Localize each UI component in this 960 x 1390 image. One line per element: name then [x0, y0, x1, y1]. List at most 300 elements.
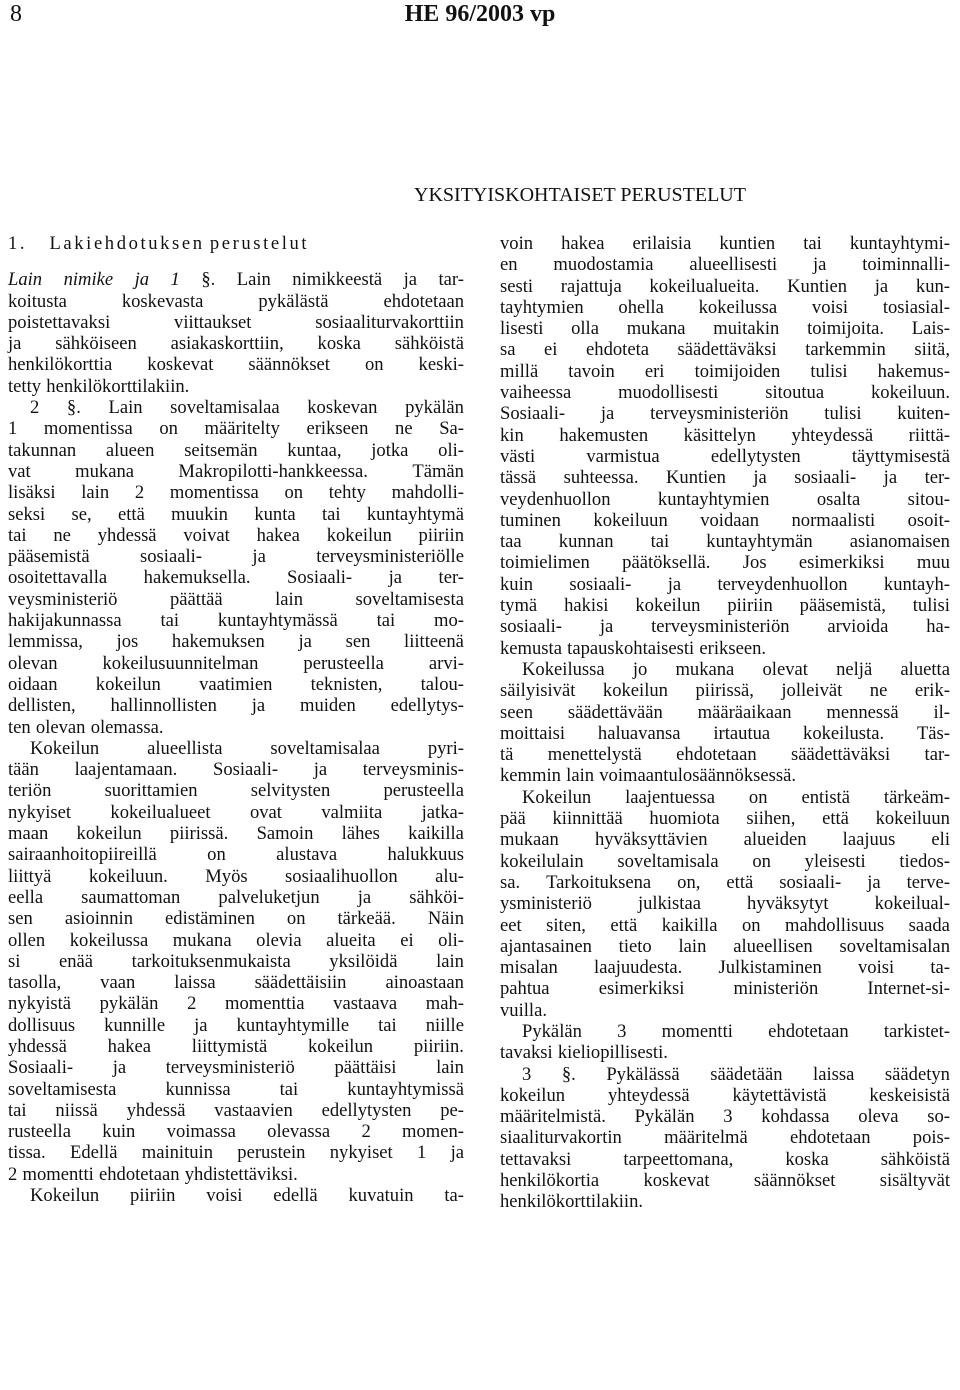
word: määritelmä: [664, 1127, 748, 1149]
word: ja: [313, 759, 328, 781]
word: tymä: [500, 595, 538, 617]
word: momentissa: [169, 482, 259, 504]
word: toiminnalli-: [862, 254, 950, 276]
word: nimike: [63, 269, 114, 291]
word: alueiden: [743, 829, 807, 851]
text-line: [500, 744, 950, 765]
text-line: [500, 1042, 950, 1063]
text-line: [8, 376, 464, 397]
word: hakijakunnassa: [8, 610, 122, 632]
word: mo-: [434, 610, 464, 632]
word: tieto: [618, 935, 652, 957]
word: kokeiluun: [593, 509, 668, 531]
page-number: 8: [10, 1, 22, 27]
text-line: [8, 1164, 464, 1185]
word: teriön: [8, 780, 52, 802]
word: säädetään: [710, 1063, 783, 1085]
text-line: [500, 1127, 950, 1148]
text-line: [8, 930, 464, 951]
word: halukkuus: [387, 844, 464, 866]
word: osoitettavalla: [8, 567, 108, 589]
word: edistäminen: [165, 908, 255, 930]
word: normaalisti: [791, 509, 876, 531]
word: käsittelyn: [683, 424, 756, 446]
word: olevia: [256, 929, 302, 951]
word: tä: [500, 744, 514, 766]
text-line: [8, 1121, 464, 1142]
text-line: [500, 574, 950, 595]
word: Jos: [742, 552, 767, 574]
word: on: [752, 850, 771, 872]
text-line: [500, 957, 950, 978]
word: kieliopillisesti.: [557, 1042, 668, 1064]
text-line: [8, 610, 464, 631]
text-line: [8, 312, 464, 333]
word: alueita: [326, 929, 376, 951]
word: voidaan: [700, 509, 760, 531]
word: mennessä: [826, 701, 899, 723]
word: alueellisen: [733, 935, 813, 957]
word: olevat: [762, 658, 808, 680]
word: §.: [66, 397, 81, 419]
word: ei: [544, 339, 558, 361]
word: kokeiluun: [875, 808, 950, 830]
word: muodostamia: [553, 254, 654, 276]
word: kaikilla: [661, 914, 718, 936]
text-line: [500, 276, 950, 297]
word: hakemuksen: [171, 631, 265, 653]
word: lain: [275, 588, 304, 610]
word: hakemuksella.: [143, 567, 251, 589]
word: tai: [160, 610, 180, 632]
word: koska: [317, 333, 361, 355]
word: vaatimien: [199, 673, 273, 695]
word: momen-: [402, 1121, 464, 1143]
word: Täs-: [916, 722, 950, 744]
word: erilaisia: [632, 233, 692, 254]
word: tulisi: [810, 360, 848, 382]
word: ta-: [930, 957, 950, 979]
word: varmistua: [586, 445, 660, 467]
word: sosiaali-: [569, 573, 632, 595]
word: kuin: [500, 573, 534, 595]
word: tässä: [500, 467, 537, 489]
word: Pykälässä: [606, 1063, 680, 1085]
word: soveltamisesta: [8, 1078, 117, 1100]
text-line: [500, 339, 950, 360]
text-line: [500, 829, 950, 850]
word: sosiaali-: [500, 616, 562, 638]
word: valmiita: [321, 801, 383, 823]
word: kuntayhtymä: [366, 503, 464, 525]
word: misalan: [500, 957, 558, 979]
word: ajantasainen: [500, 935, 592, 957]
word: terve-: [906, 871, 950, 893]
word: tavoin: [568, 360, 615, 382]
word: nykyiset: [8, 801, 72, 823]
word: kokeilusuunnitelman: [102, 652, 259, 674]
word: olemassa.: [90, 716, 164, 738]
word: so-: [927, 1106, 950, 1128]
word: kunnissa: [165, 1078, 231, 1100]
word: rusteella: [8, 1121, 71, 1143]
word: ministeriön: [733, 978, 819, 1000]
word: Sosiaali-: [8, 1057, 74, 1079]
word: erikseen: [306, 418, 369, 440]
word: ja: [357, 886, 372, 908]
word: tarkemmin: [805, 339, 886, 361]
word: koskevat: [643, 1170, 710, 1192]
text-line: [500, 765, 950, 786]
word: erikseen.: [699, 637, 767, 659]
word: jo: [632, 658, 648, 680]
word: 1.: [8, 233, 28, 254]
word: poistettavaksi: [8, 311, 111, 333]
word: §.: [201, 269, 216, 291]
word: pää: [500, 808, 526, 830]
text-line: [500, 616, 950, 637]
word: terveysministeriön: [650, 403, 789, 425]
word: mukana: [172, 929, 232, 951]
text-line: [500, 936, 950, 957]
word: tai: [650, 531, 670, 553]
word: edellä: [273, 1185, 318, 1207]
word: määritelty: [204, 418, 280, 440]
word: terveydenhuollon: [717, 573, 848, 595]
word: sa.: [500, 871, 521, 893]
word: saada: [908, 914, 950, 936]
text-line: [500, 1064, 950, 1085]
word: toimielimen: [500, 552, 590, 574]
word: laajuus: [842, 829, 896, 851]
word: olevassa: [267, 1121, 331, 1143]
word: soveltamisalan: [839, 935, 950, 957]
word: Tarkoituksena: [546, 871, 652, 893]
word: olevan: [8, 652, 58, 674]
word: ja: [600, 403, 615, 425]
word: täyttymisestä: [851, 445, 950, 467]
word: ehdotetaan: [98, 1163, 180, 1185]
word: vat: [8, 460, 31, 482]
word: hakisi: [564, 595, 609, 617]
text-line: [8, 738, 464, 759]
text-line: [8, 1142, 464, 1163]
word: pykälän: [405, 397, 464, 419]
word: julkistaa: [637, 893, 701, 915]
word: ja: [403, 269, 418, 291]
word: ja: [388, 567, 403, 589]
word: koska: [785, 1148, 829, 1170]
word: koitusta: [8, 290, 67, 312]
word: vaiheessa: [500, 382, 572, 404]
text-line: [500, 382, 950, 403]
word: kemmin: [500, 765, 561, 787]
word: se,: [71, 503, 92, 525]
word: seen: [500, 701, 534, 723]
word: piirissä.: [169, 823, 229, 845]
word: tai: [8, 1099, 27, 1121]
word: on: [159, 418, 178, 440]
word: piiriin.: [413, 1035, 464, 1057]
word: Kokeilun: [30, 1185, 100, 1207]
text-line: [500, 1021, 950, 1042]
word: ja: [450, 1142, 464, 1164]
word: tavaksi: [500, 1042, 553, 1064]
word: teknisten,: [310, 673, 383, 695]
word: kin: [500, 424, 524, 446]
word: ovat: [249, 801, 282, 823]
word: 2: [134, 482, 145, 504]
word: eli: [931, 829, 950, 851]
word: mukana: [675, 658, 735, 680]
word: oleva: [858, 1106, 899, 1128]
word: suhteessa.: [563, 467, 639, 489]
word: kokeilussa: [69, 929, 149, 951]
text-line: [8, 802, 464, 823]
word: moittaisi: [500, 722, 566, 744]
word: maan: [8, 823, 49, 845]
word: viittaukset: [174, 311, 252, 333]
word: 2: [187, 993, 197, 1015]
word: säädettäisiin: [254, 972, 347, 994]
word: mahdollisuus: [785, 914, 885, 936]
word: säädettäväksi: [677, 339, 777, 361]
word: sesti: [500, 275, 534, 297]
word: kokeilusta.: [803, 722, 885, 744]
text-line: [500, 680, 950, 701]
text-line: [8, 717, 464, 738]
word: ehdotetaan: [676, 744, 757, 766]
word: ysministeriö: [500, 893, 592, 915]
word: siten,: [546, 914, 586, 936]
word: voimassa: [166, 1121, 236, 1143]
word: voimaantulosäännöksessä.: [599, 765, 796, 787]
word: sähköiseen: [55, 333, 137, 355]
word: huomiota: [649, 808, 720, 830]
word: tulisi: [824, 403, 862, 425]
word: lemmissa,: [8, 631, 83, 653]
word: västi: [500, 445, 536, 467]
word: ha-: [926, 616, 950, 638]
word: on: [286, 908, 306, 930]
word: pois-: [912, 1127, 950, 1149]
text-line: [8, 333, 464, 354]
word: ne: [395, 418, 413, 440]
word: veydenhuollon: [500, 488, 611, 510]
word: hyväksytyt: [746, 893, 829, 915]
word: ter-: [924, 467, 950, 489]
word: hyväksyttävien: [594, 829, 708, 851]
word: käytettävistä: [732, 1084, 827, 1106]
word: muitakin: [713, 318, 780, 340]
word: Lakiehdotuksen: [49, 233, 205, 254]
text-line: [8, 397, 464, 418]
word: laajuudesta.: [594, 957, 683, 979]
word: irtautua: [713, 722, 771, 744]
word: sisältyvät: [879, 1170, 950, 1192]
text-line: [8, 233, 464, 254]
word: sa: [500, 339, 516, 361]
word: ehdotetaan: [790, 1127, 871, 1149]
word: päättää: [169, 588, 223, 610]
word: keski-: [418, 354, 464, 376]
word: hakemusten: [559, 424, 649, 446]
word: keskeisistä: [869, 1084, 950, 1106]
word: rajattuja: [560, 275, 622, 297]
word: säilyisivät: [500, 680, 576, 702]
word: tään: [8, 759, 39, 781]
word: §.: [561, 1063, 576, 1085]
word: Myös: [205, 865, 248, 887]
word: 2: [361, 1121, 371, 1143]
word: hakea: [561, 233, 605, 254]
text-line: [8, 504, 464, 525]
text-line: [500, 1170, 950, 1191]
word: jolleivät: [781, 680, 843, 702]
document-id: HE 96/2003 vp: [404, 1, 556, 27]
word: ja: [812, 254, 827, 276]
word: niissä: [55, 1099, 98, 1121]
word: Pykälän: [522, 1020, 582, 1042]
word: ja: [134, 269, 150, 291]
word: liitteenä: [404, 631, 464, 653]
word: kuntayhtymässä: [217, 610, 338, 632]
word: muodollisesti: [618, 382, 719, 404]
word: Sa-: [439, 418, 464, 440]
text-line: [8, 653, 464, 674]
word: terveysministeriö: [165, 1057, 295, 1079]
word: Lais-: [911, 318, 950, 340]
text-line: [500, 702, 950, 723]
word: määritelmistä.: [500, 1106, 606, 1128]
word: kokeilussa: [698, 296, 778, 318]
text-line: [8, 951, 464, 972]
word: seksi: [8, 503, 46, 525]
word: pääsemistä: [8, 546, 90, 568]
word: laajentamaan.: [74, 759, 178, 781]
word: lain: [436, 950, 464, 972]
word: ehdoteta: [586, 339, 649, 361]
word: lisäksi: [8, 482, 56, 504]
word: lähes: [341, 823, 380, 845]
word: hakea: [256, 524, 300, 546]
word: tapauskohtaisesti: [567, 637, 695, 659]
word: soveltamisalaa: [270, 737, 380, 759]
word: il-: [933, 701, 950, 723]
word: pykälän: [99, 993, 159, 1015]
word: henkilökorttilakiin.: [46, 375, 190, 397]
word: on: [207, 844, 226, 866]
text-line: [8, 525, 464, 546]
word: Internet-si-: [867, 978, 950, 1000]
word: ja: [874, 275, 889, 297]
left-text-column: [8, 233, 464, 1206]
word: 1: [170, 269, 180, 291]
text-line: [8, 908, 464, 929]
word: Sosiaali-: [500, 403, 566, 425]
text-line: [500, 915, 950, 936]
word: tuminen: [500, 509, 561, 531]
word: soveltamisala: [617, 850, 719, 872]
word: laissa: [174, 972, 216, 994]
text-line: [500, 872, 950, 893]
word: että: [117, 503, 145, 525]
word: Tämän: [412, 460, 464, 482]
word: tärkeäm-: [883, 786, 950, 808]
word: edellytys-: [390, 695, 464, 717]
word: on,: [677, 871, 701, 893]
word: kuin: [102, 1121, 136, 1143]
word: piirissä,: [695, 680, 754, 702]
word: perustein: [237, 1142, 306, 1164]
text-line: [8, 567, 464, 588]
word: nykyiset: [329, 1142, 393, 1164]
text-line: [500, 233, 950, 254]
word: 2: [8, 1163, 18, 1185]
word: kunnille: [104, 1014, 166, 1036]
word: koskevat: [147, 354, 214, 376]
word: sosiaali-: [794, 467, 857, 489]
word: voin: [500, 233, 534, 254]
word: pahtua: [500, 978, 550, 1000]
word: sairaanhoitopiireillä: [8, 844, 157, 866]
word: sosiaaliturvakorttiin: [315, 311, 464, 333]
word: ja: [883, 467, 898, 489]
word: yhdessä: [97, 524, 157, 546]
word: tarkoituksenmukaista: [131, 950, 291, 972]
word: jos: [116, 631, 139, 653]
text-line: [500, 531, 950, 552]
word: yhteydessä: [608, 1084, 690, 1106]
word: dollisuus: [8, 1014, 76, 1036]
word: ja: [252, 546, 266, 568]
word: määräaikaan: [697, 701, 792, 723]
word: sen: [345, 631, 371, 653]
text-line: [8, 418, 464, 439]
word: momentti: [661, 1020, 733, 1042]
text-line: [8, 291, 464, 312]
text-line: [500, 552, 950, 573]
word: edellytysten: [321, 1099, 412, 1121]
word: Kokeilussa: [522, 658, 605, 680]
word: säädettävään: [567, 701, 663, 723]
word: tehty: [328, 482, 366, 504]
word: vastaavien: [214, 1099, 293, 1121]
word: että: [822, 808, 849, 830]
text-line: [8, 1057, 464, 1078]
word: 1: [417, 1142, 427, 1164]
word: sitoutua: [765, 382, 825, 404]
word: menettelystä: [547, 744, 642, 766]
word: seitsemän: [184, 439, 258, 461]
word: haluavansa: [597, 722, 681, 744]
word: voivat: [183, 524, 230, 546]
word: kokeilualueet: [110, 801, 211, 823]
word: oli-: [438, 439, 464, 461]
word: kuntayh-: [883, 573, 950, 595]
word: tarkistet-: [883, 1020, 950, 1042]
word: lisesti: [500, 318, 544, 340]
word: esimerkiksi: [798, 552, 885, 574]
word: taa: [500, 531, 522, 553]
word: ehdotetaan: [768, 1020, 849, 1042]
text-line: [500, 254, 950, 275]
word: Kokeilun: [522, 786, 592, 808]
word: pykälästä: [258, 290, 329, 312]
word: ainoastaan: [385, 972, 464, 994]
text-line: [8, 1079, 464, 1100]
text-line: [8, 440, 464, 461]
